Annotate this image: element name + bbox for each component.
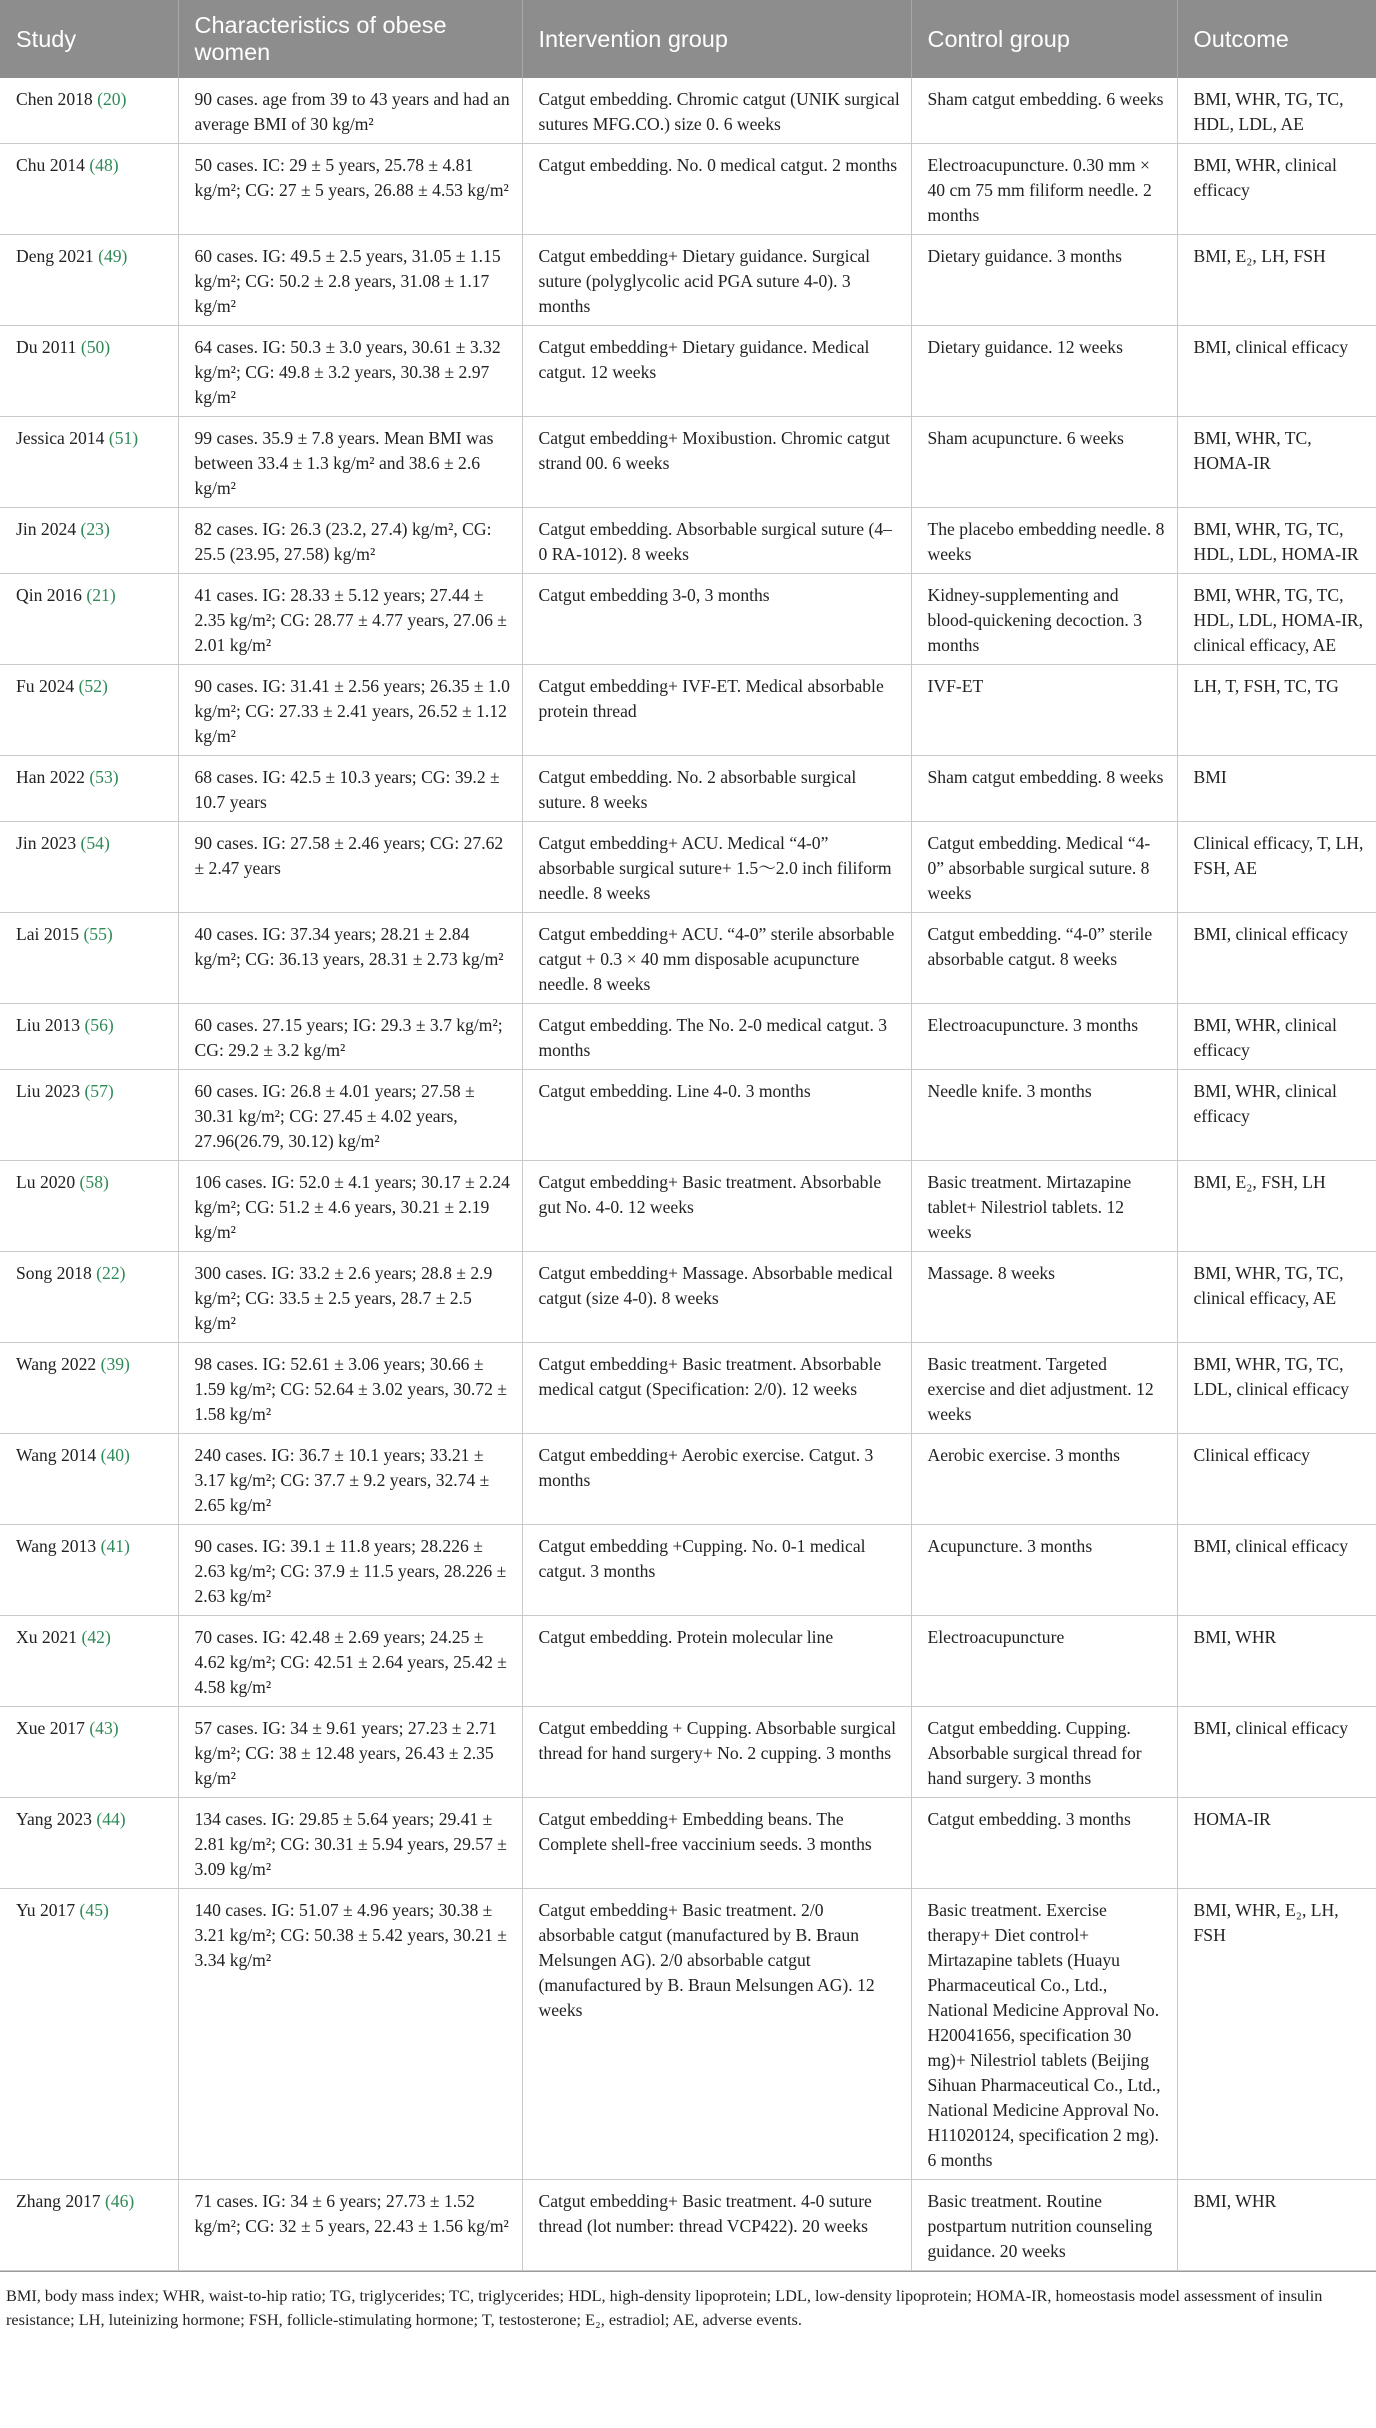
cell-intervention: Catgut embedding+ ACU. Medical “4-0” absorbable surgical suture+ 1.5～2.0 inch filiform needle. 8 weeks bbox=[522, 822, 911, 913]
table-row bbox=[0, 144, 1376, 235]
cell-intervention: Catgut embedding+ Dietary guidance. Medical catgut. 12 weeks bbox=[522, 326, 911, 417]
table-row bbox=[0, 822, 1376, 913]
cell-study bbox=[0, 1161, 178, 1252]
cell-control: Massage. 8 weeks bbox=[911, 1252, 1177, 1343]
cell-study bbox=[0, 822, 178, 913]
cell-outcome: Clinical efficacy bbox=[1177, 1434, 1376, 1525]
cell-characteristics: 60 cases. IG: 26.8 ± 4.01 years; 27.58 ± 30.31 kg/m²; CG: 27.45 ± 4.02 years, 27.96(26.79, 30.12) kg/m² bbox=[178, 1070, 522, 1161]
cell-intervention: Catgut embedding+ Massage. Absorbable medical catgut (size 4-0). 8 weeks bbox=[522, 1252, 911, 1343]
header-outcome: Outcome bbox=[1177, 0, 1376, 78]
reference-link[interactable]: (22) bbox=[96, 1263, 126, 1283]
cell-intervention: Catgut embedding+ Aerobic exercise. Catgut. 3 months bbox=[522, 1434, 911, 1525]
cell-characteristics: 57 cases. IG: 34 ± 9.61 years; 27.23 ± 2.71 kg/m²; CG: 38 ± 12.48 years, 26.43 ± 2.35 kg/m² bbox=[178, 1707, 522, 1798]
cell-intervention: Catgut embedding+ Basic treatment. Absorbable medical catgut (Specification: 2/0). 12 weeks bbox=[522, 1343, 911, 1434]
cell-control: Sham catgut embedding. 8 weeks bbox=[911, 756, 1177, 822]
table-row bbox=[0, 2180, 1376, 2271]
cell-intervention: Catgut embedding. Protein molecular line bbox=[522, 1616, 911, 1707]
cell-characteristics: 98 cases. IG: 52.61 ± 3.06 years; 30.66 ± 1.59 kg/m²; CG: 52.64 ± 3.02 years, 30.72 ± 1.58 kg/m² bbox=[178, 1343, 522, 1434]
cell-outcome: BMI, E₂, LH, FSH bbox=[1177, 235, 1376, 326]
table-row bbox=[0, 1343, 1376, 1434]
cell-outcome: BMI, WHR, clinical efficacy bbox=[1177, 1070, 1376, 1161]
cell-intervention: Catgut embedding. No. 2 absorbable surgical suture. 8 weeks bbox=[522, 756, 911, 822]
reference-link[interactable]: (23) bbox=[80, 519, 110, 539]
cell-study bbox=[0, 1070, 178, 1161]
study-name: Zhang 2017 bbox=[16, 2191, 101, 2211]
reference-link[interactable]: (45) bbox=[79, 1900, 109, 1920]
cell-study bbox=[0, 235, 178, 326]
cell-control: Aerobic exercise. 3 months bbox=[911, 1434, 1177, 1525]
cell-study bbox=[0, 508, 178, 574]
reference-link[interactable]: (51) bbox=[108, 428, 139, 448]
cell-characteristics: 90 cases. IG: 39.1 ± 11.8 years; 28.226 ± 2.63 kg/m²; CG: 37.9 ± 11.5 years, 28.226 ± 2.63 kg/m² bbox=[178, 1525, 522, 1616]
table-row bbox=[0, 756, 1376, 822]
cell-outcome: BMI, WHR, clinical efficacy bbox=[1177, 1004, 1376, 1070]
table-row bbox=[0, 417, 1376, 508]
cell-intervention: Catgut embedding. The No. 2-0 medical catgut. 3 months bbox=[522, 1004, 911, 1070]
cell-study bbox=[0, 1525, 178, 1616]
cell-intervention: Catgut embedding+ Basic treatment. Absorbable gut No. 4-0. 12 weeks bbox=[522, 1161, 911, 1252]
cell-outcome: BMI bbox=[1177, 756, 1376, 822]
cell-outcome: BMI, WHR, TG, TC, clinical efficacy, AE bbox=[1177, 1252, 1376, 1343]
cell-intervention: Catgut embedding + Cupping. Absorbable surgical thread for hand surgery+ No. 2 cupping. 3 months bbox=[522, 1707, 911, 1798]
cell-study bbox=[0, 1343, 178, 1434]
cell-control: Catgut embedding. Medical “4-0” absorbable surgical suture. 8 weeks bbox=[911, 822, 1177, 913]
cell-outcome: BMI, WHR, clinical efficacy bbox=[1177, 144, 1376, 235]
cell-study bbox=[0, 665, 178, 756]
cell-outcome: BMI, E₂, FSH, LH bbox=[1177, 1161, 1376, 1252]
cell-study bbox=[0, 756, 178, 822]
cell-control: Basic treatment. Targeted exercise and diet adjustment. 12 weeks bbox=[911, 1343, 1177, 1434]
study-name: Fu 2024 bbox=[16, 676, 75, 696]
study-name: Jin 2023 bbox=[16, 833, 77, 853]
header-row bbox=[0, 0, 1376, 78]
cell-characteristics: 64 cases. IG: 50.3 ± 3.0 years, 30.61 ± 3.32 kg/m²; CG: 49.8 ± 3.2 years, 30.38 ± 2.97 kg/m² bbox=[178, 326, 522, 417]
study-name: Chu 2014 bbox=[16, 155, 85, 175]
table-row bbox=[0, 1161, 1376, 1252]
header-characteristics: Characteristics of obese women bbox=[178, 0, 522, 78]
cell-characteristics: 40 cases. IG: 37.34 years; 28.21 ± 2.84 kg/m²; CG: 36.13 years, 28.31 ± 2.73 kg/m² bbox=[178, 913, 522, 1004]
cell-control: Dietary guidance. 12 weeks bbox=[911, 326, 1177, 417]
reference-link[interactable]: (48) bbox=[89, 155, 119, 175]
cell-study bbox=[0, 1434, 178, 1525]
cell-study bbox=[0, 1798, 178, 1889]
table-row bbox=[0, 78, 1376, 144]
cell-outcome: BMI, clinical efficacy bbox=[1177, 326, 1376, 417]
study-name: Chen 2018 bbox=[16, 89, 93, 109]
cell-outcome: BMI, WHR, TG, TC, LDL, clinical efficacy bbox=[1177, 1343, 1376, 1434]
header-control: Control group bbox=[911, 0, 1177, 78]
cell-intervention: Catgut embedding. No. 0 medical catgut. 2 months bbox=[522, 144, 911, 235]
cell-study bbox=[0, 1616, 178, 1707]
cell-characteristics: 106 cases. IG: 52.0 ± 4.1 years; 30.17 ± 2.24 kg/m²; CG: 51.2 ± 4.6 years, 30.21 ± 2.19 kg/m² bbox=[178, 1161, 522, 1252]
cell-intervention: Catgut embedding+ Moxibustion. Chromic catgut strand 00. 6 weeks bbox=[522, 417, 911, 508]
reference-link[interactable]: (42) bbox=[81, 1627, 111, 1647]
study-name: Jessica 2014 bbox=[16, 428, 105, 448]
cell-outcome: BMI, clinical efficacy bbox=[1177, 1707, 1376, 1798]
cell-intervention: Catgut embedding+ ACU. “4-0” sterile absorbable catgut + 0.3 × 40 mm disposable acupuncture needle. 8 weeks bbox=[522, 913, 911, 1004]
cell-characteristics: 90 cases. age from 39 to 43 years and had an average BMI of 30 kg/m² bbox=[178, 78, 522, 144]
cell-characteristics: 300 cases. IG: 33.2 ± 2.6 years; 28.8 ± 2.9 kg/m²; CG: 33.5 ± 2.5 years, 28.7 ± 2.5 kg/m² bbox=[178, 1252, 522, 1343]
cell-study bbox=[0, 78, 178, 144]
cell-intervention: Catgut embedding. Chromic catgut (UNIK surgical sutures MFG.CO.) size 0. 6 weeks bbox=[522, 78, 911, 144]
cell-control: Basic treatment. Mirtazapine tablet+ Nilestriol tablets. 12 weeks bbox=[911, 1161, 1177, 1252]
cell-control: Basic treatment. Exercise therapy+ Diet control+ Mirtazapine tablets (Huayu Pharmaceutical Co., Ltd., National Medicine Approval No. H20041656, specification 30 mg)+ Nilestriol tablets (Beijing Sihuan Pharmaceutical Co., Ltd., National Medicine Approval No. H11020124, specification 2 mg). 6 months bbox=[911, 1889, 1177, 2180]
reference-link[interactable]: (41) bbox=[100, 1536, 130, 1556]
cell-control: Needle knife. 3 months bbox=[911, 1070, 1177, 1161]
table-body bbox=[0, 78, 1376, 2271]
cell-characteristics: 140 cases. IG: 51.07 ± 4.96 years; 30.38 ± 3.21 kg/m²; CG: 50.38 ± 5.42 years, 30.21 ± 3.34 kg/m² bbox=[178, 1889, 522, 2180]
table-row bbox=[0, 665, 1376, 756]
table-row bbox=[0, 1616, 1376, 1707]
cell-outcome: LH, T, FSH, TC, TG bbox=[1177, 665, 1376, 756]
cell-study bbox=[0, 1252, 178, 1343]
reference-link[interactable]: (50) bbox=[80, 337, 111, 357]
study-name: Yang 2023 bbox=[16, 1809, 92, 1829]
table-row bbox=[0, 1525, 1376, 1616]
cell-control: Dietary guidance. 3 months bbox=[911, 235, 1177, 326]
table-row bbox=[0, 1434, 1376, 1525]
cell-control: Electroacupuncture bbox=[911, 1616, 1177, 1707]
table-row bbox=[0, 1252, 1376, 1343]
table-row bbox=[0, 1004, 1376, 1070]
cell-characteristics: 70 cases. IG: 42.48 ± 2.69 years; 24.25 ± 4.62 kg/m²; CG: 42.51 ± 2.64 years, 25.42 ± 4.58 kg/m² bbox=[178, 1616, 522, 1707]
cell-characteristics: 90 cases. IG: 31.41 ± 2.56 years; 26.35 ± 1.0 kg/m²; CG: 27.33 ± 2.41 years, 26.52 ± 1.12 kg/m² bbox=[178, 665, 522, 756]
reference-link[interactable]: (43) bbox=[89, 1718, 119, 1738]
cell-study bbox=[0, 913, 178, 1004]
study-name: Qin 2016 bbox=[16, 585, 82, 605]
table-row bbox=[0, 1070, 1376, 1161]
cell-intervention: Catgut embedding 3-0, 3 months bbox=[522, 574, 911, 665]
cell-study bbox=[0, 144, 178, 235]
reference-link[interactable]: (52) bbox=[78, 676, 108, 696]
cell-study bbox=[0, 1004, 178, 1070]
study-name: Liu 2023 bbox=[16, 1081, 81, 1101]
cell-study bbox=[0, 417, 178, 508]
cell-characteristics: 82 cases. IG: 26.3 (23.2, 27.4) kg/m², CG: 25.5 (23.95, 27.58) kg/m² bbox=[178, 508, 522, 574]
cell-control: Basic treatment. Routine postpartum nutrition counseling guidance. 20 weeks bbox=[911, 2180, 1177, 2271]
cell-characteristics: 41 cases. IG: 28.33 ± 5.12 years; 27.44 ± 2.35 kg/m²; CG: 28.77 ± 4.77 years, 27.06 ± 2.01 kg/m² bbox=[178, 574, 522, 665]
cell-intervention: Catgut embedding. Absorbable surgical suture (4–0 RA-1012). 8 weeks bbox=[522, 508, 911, 574]
cell-characteristics: 68 cases. IG: 42.5 ± 10.3 years; CG: 39.2 ± 10.7 years bbox=[178, 756, 522, 822]
table-row bbox=[0, 508, 1376, 574]
table-row bbox=[0, 1707, 1376, 1798]
cell-characteristics: 90 cases. IG: 27.58 ± 2.46 years; CG: 27.62 ± 2.47 years bbox=[178, 822, 522, 913]
study-name: Wang 2014 bbox=[16, 1445, 97, 1465]
cell-outcome: HOMA-IR bbox=[1177, 1798, 1376, 1889]
table-row bbox=[0, 326, 1376, 417]
study-name: Yu 2017 bbox=[16, 1900, 76, 1920]
cell-intervention: Catgut embedding. Line 4-0. 3 months bbox=[522, 1070, 911, 1161]
cell-control: Kidney-supplementing and blood-quickening decoction. 3 months bbox=[911, 574, 1177, 665]
study-name: Jin 2024 bbox=[16, 519, 77, 539]
cell-characteristics: 60 cases. IG: 49.5 ± 2.5 years, 31.05 ± 1.15 kg/m²; CG: 50.2 ± 2.8 years, 31.08 ± 1.17 kg/m² bbox=[178, 235, 522, 326]
cell-outcome: BMI, clinical efficacy bbox=[1177, 913, 1376, 1004]
table-row bbox=[0, 574, 1376, 665]
cell-control: Sham acupuncture. 6 weeks bbox=[911, 417, 1177, 508]
reference-link[interactable]: (49) bbox=[98, 246, 128, 266]
table-footnote: BMI, body mass index; WHR, waist-to-hip ratio; TG, triglycerides; TC, triglycerides; HDL, high-density lipoprotein; LDL, low-density lipoprotein; HOMA-IR, homeostasis model assessment of insulin resistance; LH, luteinizing hormone; FSH, follicle-stimulating hormone; T, testosterone; E₂, estradiol; AE, adverse events. bbox=[0, 2271, 1376, 2332]
cell-characteristics: 240 cases. IG: 36.7 ± 10.1 years; 33.21 ± 3.17 kg/m²; CG: 37.7 ± 9.2 years, 32.74 ± 2.65 kg/m² bbox=[178, 1434, 522, 1525]
cell-outcome: BMI, WHR bbox=[1177, 2180, 1376, 2271]
cell-intervention: Catgut embedding+ Basic treatment. 4-0 suture thread (lot number: thread VCP422). 20 weeks bbox=[522, 2180, 911, 2271]
cell-characteristics: 134 cases. IG: 29.85 ± 5.64 years; 29.41 ± 2.81 kg/m²; CG: 30.31 ± 5.94 years, 29.57 ± 3.09 kg/m² bbox=[178, 1798, 522, 1889]
reference-link[interactable]: (20) bbox=[97, 89, 127, 109]
study-name: Lai 2015 bbox=[16, 924, 80, 944]
study-name: Lu 2020 bbox=[16, 1172, 76, 1192]
cell-characteristics: 71 cases. IG: 34 ± 6 years; 27.73 ± 1.52 kg/m²; CG: 32 ± 5 years, 22.43 ± 1.56 kg/m² bbox=[178, 2180, 522, 2271]
cell-control: Electroacupuncture. 0.30 mm × 40 cm 75 mm filiform needle. 2 months bbox=[911, 144, 1177, 235]
reference-link[interactable]: (46) bbox=[104, 2191, 135, 2211]
study-name: Du 2011 bbox=[16, 337, 77, 357]
cell-control: Catgut embedding. Cupping. Absorbable surgical thread for hand surgery. 3 months bbox=[911, 1707, 1177, 1798]
cell-control: IVF-ET bbox=[911, 665, 1177, 756]
cell-control: Catgut embedding. “4-0” sterile absorbable catgut. 8 weeks bbox=[911, 913, 1177, 1004]
reference-link[interactable]: (44) bbox=[96, 1809, 126, 1829]
table-row bbox=[0, 913, 1376, 1004]
reference-link[interactable]: (55) bbox=[83, 924, 113, 944]
header-study: Study bbox=[0, 0, 178, 78]
reference-link[interactable]: (58) bbox=[79, 1172, 109, 1192]
reference-link[interactable]: (53) bbox=[89, 767, 119, 787]
cell-control: Sham catgut embedding. 6 weeks bbox=[911, 78, 1177, 144]
cell-outcome: BMI, WHR bbox=[1177, 1616, 1376, 1707]
cell-control: Acupuncture. 3 months bbox=[911, 1525, 1177, 1616]
reference-link[interactable]: (54) bbox=[80, 833, 110, 853]
cell-intervention: Catgut embedding+ Dietary guidance. Surgical suture (polyglycolic acid PGA suture 4-0). 3 months bbox=[522, 235, 911, 326]
cell-characteristics: 99 cases. 35.9 ± 7.8 years. Mean BMI was between 33.4 ± 1.3 kg/m² and 38.6 ± 2.6 kg/m² bbox=[178, 417, 522, 508]
cell-control: The placebo embedding needle. 8 weeks bbox=[911, 508, 1177, 574]
table-row bbox=[0, 1889, 1376, 2180]
study-name: Wang 2022 bbox=[16, 1354, 97, 1374]
cell-intervention: Catgut embedding +Cupping. No. 0-1 medical catgut. 3 months bbox=[522, 1525, 911, 1616]
cell-study bbox=[0, 2180, 178, 2271]
cell-outcome: BMI, WHR, E₂, LH, FSH bbox=[1177, 1889, 1376, 2180]
table-row bbox=[0, 1798, 1376, 1889]
cell-characteristics: 50 cases. IC: 29 ± 5 years, 25.78 ± 4.81 kg/m²; CG: 27 ± 5 years, 26.88 ± 4.53 kg/m² bbox=[178, 144, 522, 235]
cell-intervention: Catgut embedding+ Embedding beans. The Complete shell-free vaccinium seeds. 3 months bbox=[522, 1798, 911, 1889]
cell-outcome: BMI, WHR, TG, TC, HDL, LDL, HOMA-IR, clinical efficacy, AE bbox=[1177, 574, 1376, 665]
study-name: Wang 2013 bbox=[16, 1536, 97, 1556]
cell-characteristics: 60 cases. 27.15 years; IG: 29.3 ± 3.7 kg/m²; CG: 29.2 ± 3.2 kg/m² bbox=[178, 1004, 522, 1070]
cell-control: Catgut embedding. 3 months bbox=[911, 1798, 1177, 1889]
cell-control: Electroacupuncture. 3 months bbox=[911, 1004, 1177, 1070]
cell-study bbox=[0, 574, 178, 665]
cell-study bbox=[0, 326, 178, 417]
study-name: Xue 2017 bbox=[16, 1718, 85, 1738]
table-header bbox=[0, 0, 1376, 78]
reference-link[interactable]: (21) bbox=[86, 585, 116, 605]
cell-outcome: BMI, clinical efficacy bbox=[1177, 1525, 1376, 1616]
reference-link[interactable]: (56) bbox=[84, 1015, 114, 1035]
study-name: Xu 2021 bbox=[16, 1627, 78, 1647]
cell-outcome: BMI, WHR, TC, HOMA-IR bbox=[1177, 417, 1376, 508]
cell-outcome: BMI, WHR, TG, TC, HDL, LDL, HOMA-IR bbox=[1177, 508, 1376, 574]
cell-outcome: BMI, WHR, TG, TC, HDL, LDL, AE bbox=[1177, 78, 1376, 144]
header-intervention: Intervention group bbox=[522, 0, 911, 78]
reference-link[interactable]: (57) bbox=[84, 1081, 114, 1101]
study-name: Deng 2021 bbox=[16, 246, 94, 266]
table-row bbox=[0, 235, 1376, 326]
study-name: Liu 2013 bbox=[16, 1015, 81, 1035]
cell-study bbox=[0, 1889, 178, 2180]
cell-study bbox=[0, 1707, 178, 1798]
reference-link[interactable]: (39) bbox=[100, 1354, 130, 1374]
study-name: Han 2022 bbox=[16, 767, 85, 787]
cell-intervention: Catgut embedding+ Basic treatment. 2/0 absorbable catgut (manufactured by B. Braun Melsungen AG). 2/0 absorbable catgut (manufactured by B. Braun Melsungen AG). 12 weeks bbox=[522, 1889, 911, 2180]
study-name: Song 2018 bbox=[16, 1263, 92, 1283]
cell-outcome: Clinical efficacy, T, LH, FSH, AE bbox=[1177, 822, 1376, 913]
reference-link[interactable]: (40) bbox=[100, 1445, 130, 1465]
cell-intervention: Catgut embedding+ IVF-ET. Medical absorbable protein thread bbox=[522, 665, 911, 756]
